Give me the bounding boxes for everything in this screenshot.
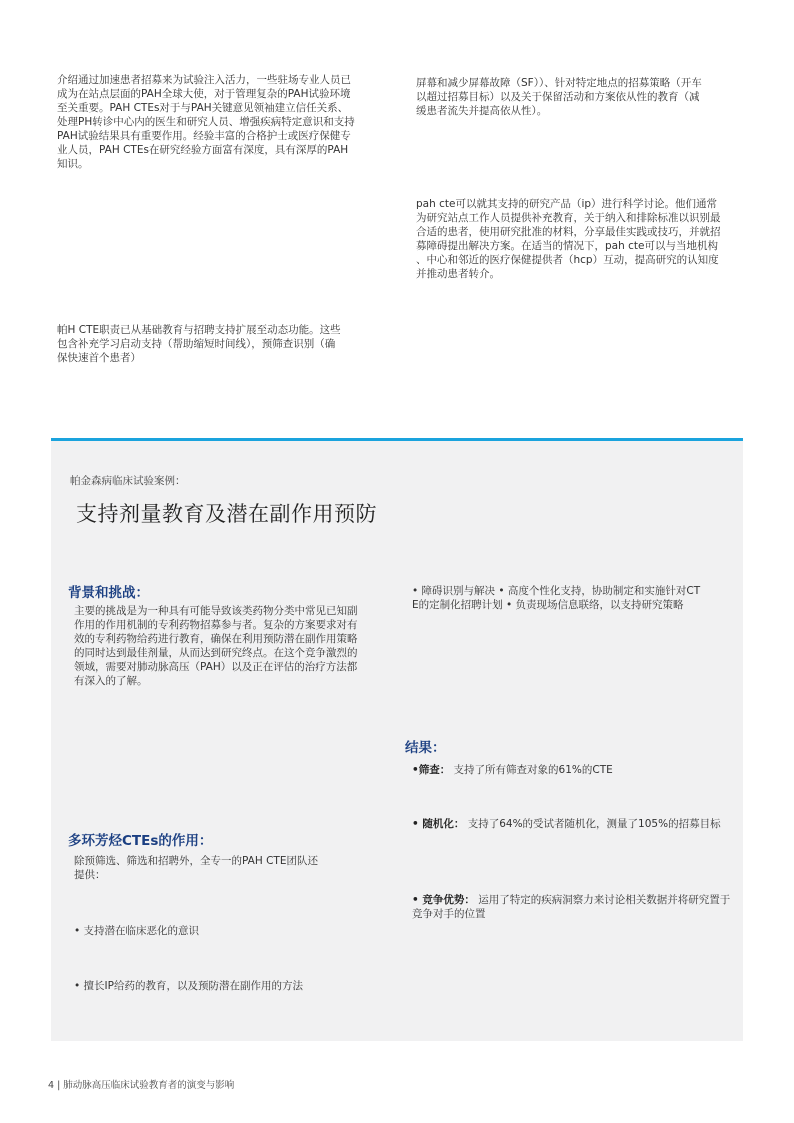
role-bullet: • 支持潜在临床恶化的意识: [74, 925, 200, 937]
role-body: 除预筛选、筛选和招聘外，全专一的PAH CTE团队还 提供：: [74, 855, 318, 881]
page-footer: 4 | 肺动脉高压临床试验教育者的演变与影响: [48, 1080, 235, 1091]
result-item: [412, 817, 737, 831]
case-study-box: [51, 438, 743, 1041]
result-label: •筛查：: [412, 764, 451, 776]
result-text: 支持了64%的受试者随机化，测量了105%的招募目标: [464, 818, 721, 830]
result-item: [412, 763, 737, 777]
result-label: • 随机化：: [412, 818, 465, 830]
result-item: [412, 893, 737, 921]
case-study-label: 帕金森病临床试验案例：: [70, 475, 186, 487]
result-text: 支持了所有筛查对象的61%的CTE: [450, 764, 613, 776]
results-heading: 结果：: [405, 740, 446, 756]
background-body: 主要的挑战是为一种具有可能导致该类药物分类中常见已知副 作用的作用机制的专利药物招募参与者。复杂的方案要求对有 效的专利药物给药进行教育，确保在利用预防潜在副作用策略 的同时达到最佳剂量，从而达到研究终点。在这个竞争激烈的 领域，需要对肺动脉高压（PAH）以及正在评估的治疗方法都 有深入的了解。: [74, 605, 358, 687]
case-study-title: 支持剂量教育及潜在副作用预防: [76, 502, 377, 526]
role-bullet: • 擅长IP给药的教育，以及预防潜在副作用的方法: [74, 980, 303, 992]
intro-paragraph-2: 屏幕和减少屏幕故障（SF））、针对特定地点的招募策略（开车 以超过招募目标）以及关于保留活动和方案依从性的教育（减 缓患者流失并提高依从性）。: [416, 77, 702, 117]
result-label: • 竞争优势：: [412, 894, 475, 906]
role-heading: 多环芳烃CTEs的作用：: [68, 833, 213, 849]
intro-paragraph-4: 帕H CTE职责已从基础教育与招聘支持扩展至动态功能。这些 包含补充学习启动支持（帮助缩短时间线），预筛查识别（确 保快速首个患者）: [57, 324, 341, 364]
intro-paragraph-1: 介绍通过加速患者招募来为试验注入活力，一些驻场专业人员已 成为在站点层面的PAH全球大使，对于管理复杂的PAH试验环境 至关重要。PAH CTEs对于与PAH关键意见领袖建立信任关系、 处理PH转诊中心内的医生和研究人员、增强疾病特定意识和支持 PAH试验结果具有重要作用。经验丰富的合格护士或医疗保健专 业人员，PAH CTEs在研究经验方面富有深度，具有深厚的PAH 知识。: [57, 74, 355, 170]
result-text: 运用了特定的疾病洞察力来讨论相关数据并将研究置于竞争对手的位置: [412, 894, 731, 920]
background-heading: 背景和挑战：: [68, 585, 149, 601]
support-bullets: • 障碍识别与解决 • 高度个性化支持，协助制定和实施针对CT E的定制化招聘计划 • 负责现场信息联络，以支持研究策略: [412, 585, 701, 611]
intro-paragraph-3: pah cte可以就其支持的研究产品（ip）进行科学讨论。他们通常 为研究站点工作人员提供补充教育，关于纳入和排除标准以识别最 合适的患者，使用研究批准的材料，分享最佳实践或技巧，并就招 募障碍提出解决方案。在适当的情况下，pah cte可以与当地机构 、中心和邻近的医疗保健提供者（hcp）互动，提高研究的认知度 并推动患者转介。: [416, 198, 721, 280]
